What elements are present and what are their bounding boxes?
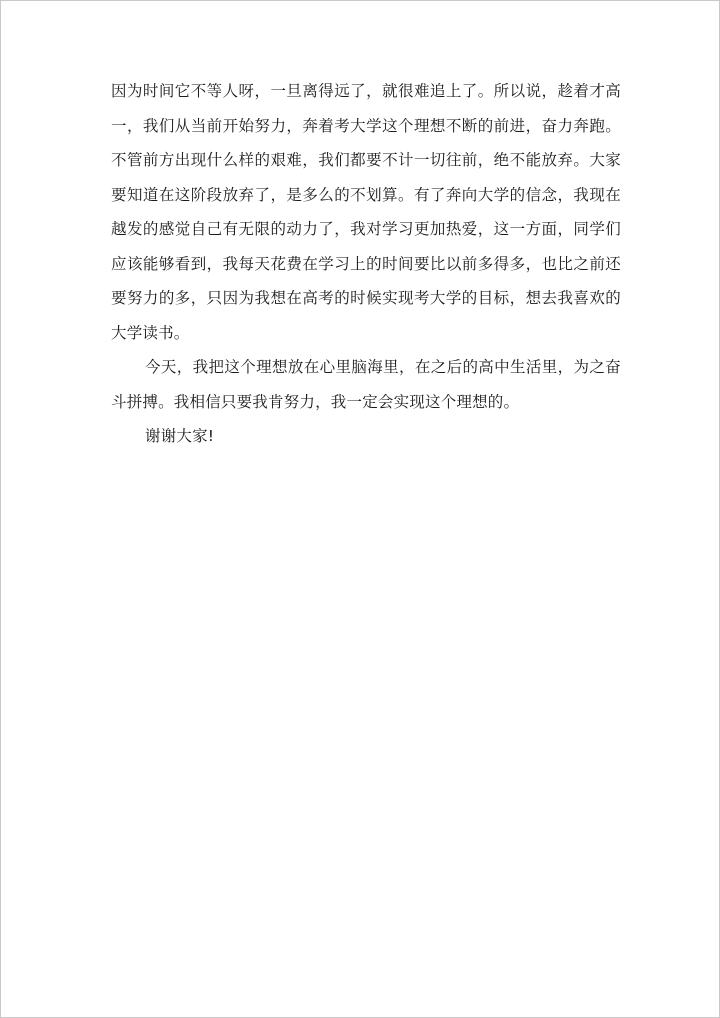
- document-body: [111, 74, 621, 454]
- paragraph-continuation: 因为时间它不等人呀，一旦离得远了，就很难追上了。所以说，趁着才高一，我们从当前开始努力，奔着考大学这个理想不断的前进，奋力奔跑。不管前方出现什么样的艰难，我们都要不计一切往前，绝不能放弃。大家要知道在这阶段放弃了，是多么的不划算。有了奔向大学的信念，我现在越发的感觉自己有无限的动力了，我对学习更加热爱，这一方面，同学们应该能够看到，我每天花费在学习上的时间要比以前多得多，也比之前还要努力的多，只因为我想在高考的时候实现考大学的目标，想去我喜欢的大学读书。: [111, 82, 621, 342]
- paragraph-ideal: 今天，我把这个理想放在心里脑海里，在之后的高中生活里，为之奋斗拼搏。我相信只要我肯努力，我一定会实现这个理想的。: [111, 358, 621, 411]
- paragraph-closing: 谢谢大家!: [145, 427, 215, 445]
